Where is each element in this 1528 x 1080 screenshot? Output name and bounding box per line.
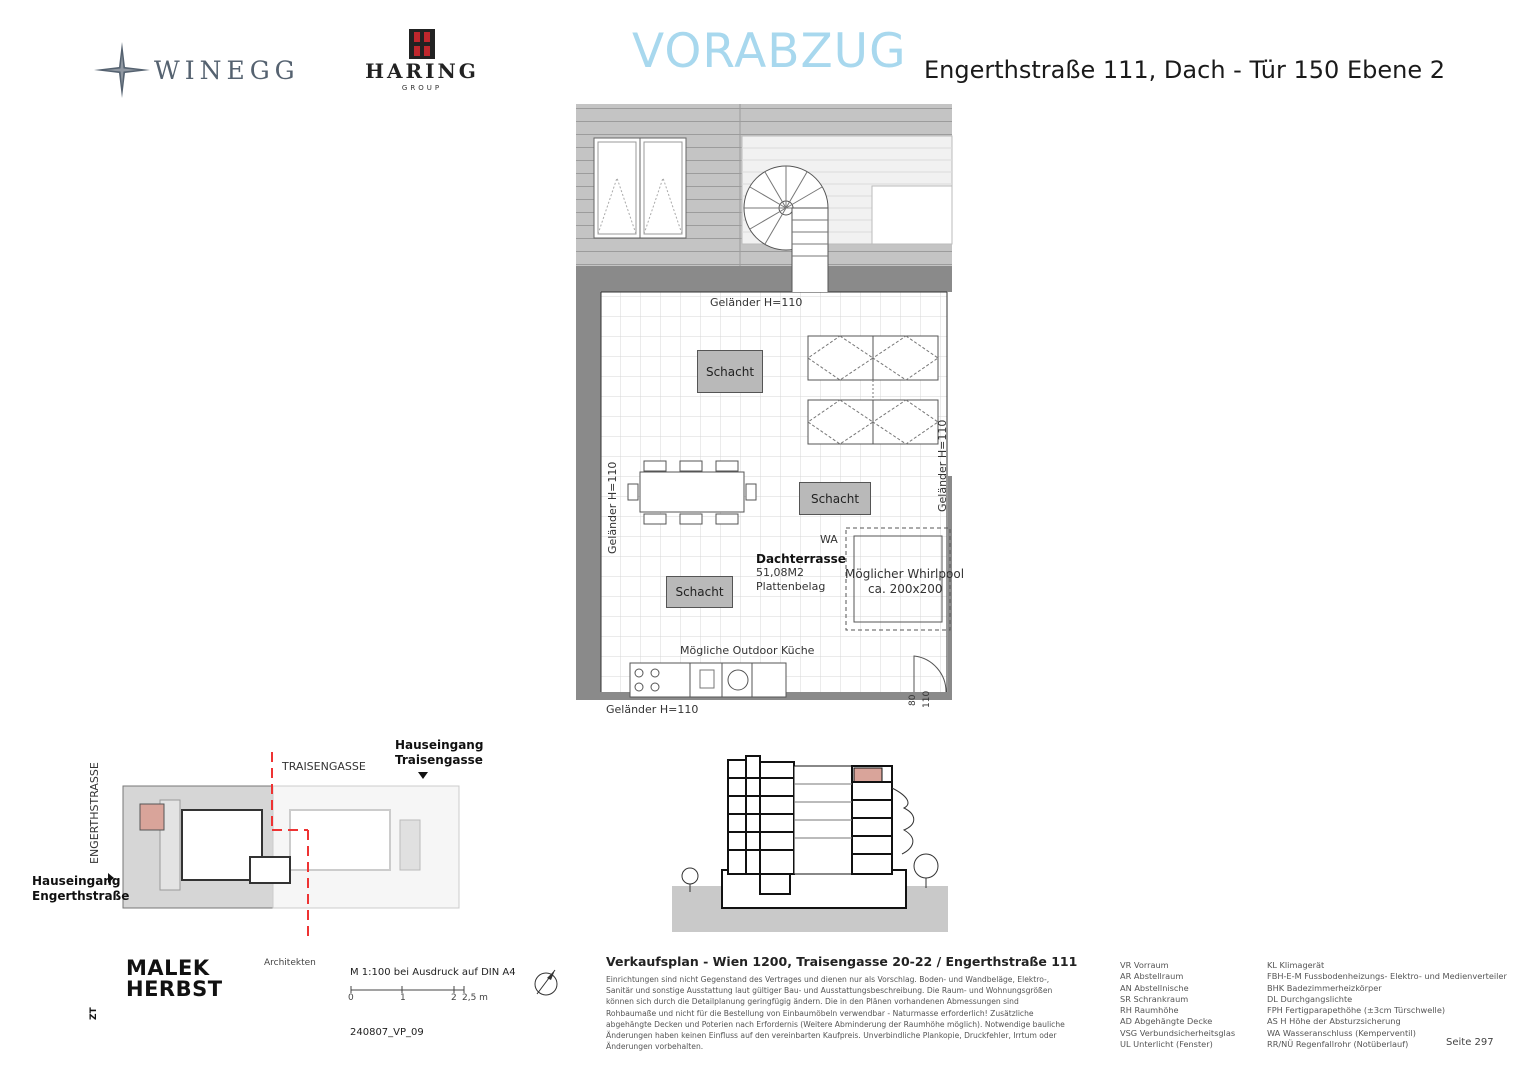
floor-plan-drawing (560, 96, 980, 726)
building-section-drawing (668, 748, 952, 932)
winegg-wordmark: WINEGG (154, 56, 300, 85)
street-label-engerthstrasse: ENGERTHSTRASSE (88, 762, 101, 864)
railing-label-bottom: Geländer H=110 (606, 703, 699, 716)
scale-tick-1: 1 (400, 993, 406, 1003)
scale-tick-2: 2 (451, 993, 457, 1003)
whirlpool-label-line1: Möglicher Whirlpool (845, 567, 965, 581)
room-name: Dachterrasse (756, 552, 846, 566)
winegg-logo (92, 40, 322, 100)
legend-item: KL Klimagerät (1267, 960, 1325, 970)
plan-code: 240807_VP_09 (350, 1027, 424, 1038)
disclaimer-text: Einrichtungen sind nicht Gegenstand des Vertrages und dienen nur als Vorschlag. Boden- und Wandbeläge, Elektro-, Sanitär und sonstige Ausstattung laut gültiger Bau- und Ausstattungsbeschreibung. Die Raum- und Wohnungsgrößen können sich durch die Detailplanung geringfügig ändern. Die in den Plänen vorhandenen Abmessungen sind Rohbaumaße und nicht für die Bestellung von Einbaumöbeln verwendbar - Naturmasse erforderlich! Zusätzliche abgehängte Decken und Poterien nach Erfordernis (Weitere Abminderung der Raumhöhe möglich). Notwendige bauliche Änderungen haben keinen Einfluss auf den vereinbarten Kaufpreis. Unverbindliche Plankopie, Druckfehler, Irrtum oder Änderungen vorbehalten. (606, 975, 1065, 1052)
entrance-engerthstrasse-line2: Engerthstraße (32, 889, 130, 903)
floor-plan (560, 96, 980, 726)
haring-logo (362, 28, 482, 104)
legend-item: AN Abstellnische (1120, 982, 1189, 993)
street-label-traisengasse: TRAISENGASSE (282, 760, 366, 773)
outdoor-kitchen-label: Mögliche Outdoor Küche (680, 644, 815, 657)
water-connection-label: WA (820, 533, 838, 546)
haring-wordmark: HARING (365, 59, 479, 83)
door-width-label: 80 (908, 694, 918, 706)
haring-subline: GROUP (401, 84, 443, 92)
haring-emblem-icon (362, 28, 482, 60)
legend-item: FBH-E-M Fussbodenheizungs- Elektro- und Medienverteiler (1267, 971, 1507, 982)
scale-bar (348, 986, 488, 1008)
architect-logo (126, 958, 223, 1000)
legend-item: BHK Badezimmerheizkörper (1267, 982, 1382, 993)
page-number: Seite 297 (1446, 1037, 1494, 1048)
railing-label-right: Geländer H=110 (936, 419, 949, 512)
sales-plan-title: Verkaufsplan - Wien 1200, Traisengasse 20-22 / Engerthstraße 111 (606, 954, 1078, 969)
page-title: Engerthstraße 111, Dach - Tür 150 Ebene 2 (924, 56, 1445, 84)
legend-left (1120, 960, 1235, 1050)
legend-item: WA Wasseranschluss (Kemperventil) (1267, 1027, 1416, 1038)
architect-logo-line2: HERBST (126, 977, 223, 1001)
scale-tick-0: 0 (348, 993, 354, 1003)
architect-label: Architekten (264, 958, 316, 968)
architect-logo-line1: MALEK (126, 956, 210, 980)
zt-label: ZT (89, 1007, 99, 1020)
legend-item: VR Vorraum (1120, 960, 1169, 970)
railing-label-top: Geländer H=110 (710, 296, 803, 309)
legend-item: UL Unterlicht (Fenster) (1120, 1039, 1213, 1050)
legend-item: RR/NÜ Regenfallrohr (Notüberlauf) (1267, 1039, 1409, 1050)
legend-item: FPH Fertigparapethöhe (±3cm Türschwelle) (1267, 1005, 1446, 1016)
legend-item: DL Durchgangslichte (1267, 993, 1353, 1004)
scale-text: M 1:100 bei Ausdruck auf DIN A4 (350, 967, 516, 978)
room-area: 51,08M2 (756, 566, 804, 579)
shaft-1: Schacht (697, 350, 763, 393)
room-floor: Plattenbelag (756, 580, 826, 593)
entrance-traisengasse-line2: Traisengasse (395, 753, 483, 767)
entrance-engerthstrasse-line1: Hauseingang (32, 874, 121, 888)
draft-stamp: VORABZUG (632, 24, 907, 79)
railing-label-left: Geländer H=110 (606, 461, 619, 554)
legend-item: AR Abstellraum (1120, 971, 1184, 982)
legend-item: SR Schrankraum (1120, 993, 1189, 1004)
legend-item: VSG Verbundsicherheitsglas (1120, 1027, 1236, 1038)
door-height-label: 110 (922, 690, 932, 708)
whirlpool-label-line2: ca. 200x200 (868, 582, 943, 596)
key-plan (0, 730, 520, 950)
building-section (668, 748, 952, 932)
legend-item: AD Abgehängte Decke (1120, 1016, 1213, 1027)
north-arrow-icon (533, 968, 559, 998)
legend-item: RH Raumhöhe (1120, 1005, 1179, 1016)
compass-star-icon (92, 40, 152, 100)
entrance-traisengasse-line1: Hauseingang (395, 738, 484, 752)
shaft-3: Schacht (666, 576, 733, 608)
shaft-2: Schacht (799, 482, 871, 515)
scale-tick-3: 2,5 m (462, 993, 488, 1003)
legend-item: AS H Höhe der Absturzsicherung (1267, 1016, 1401, 1027)
